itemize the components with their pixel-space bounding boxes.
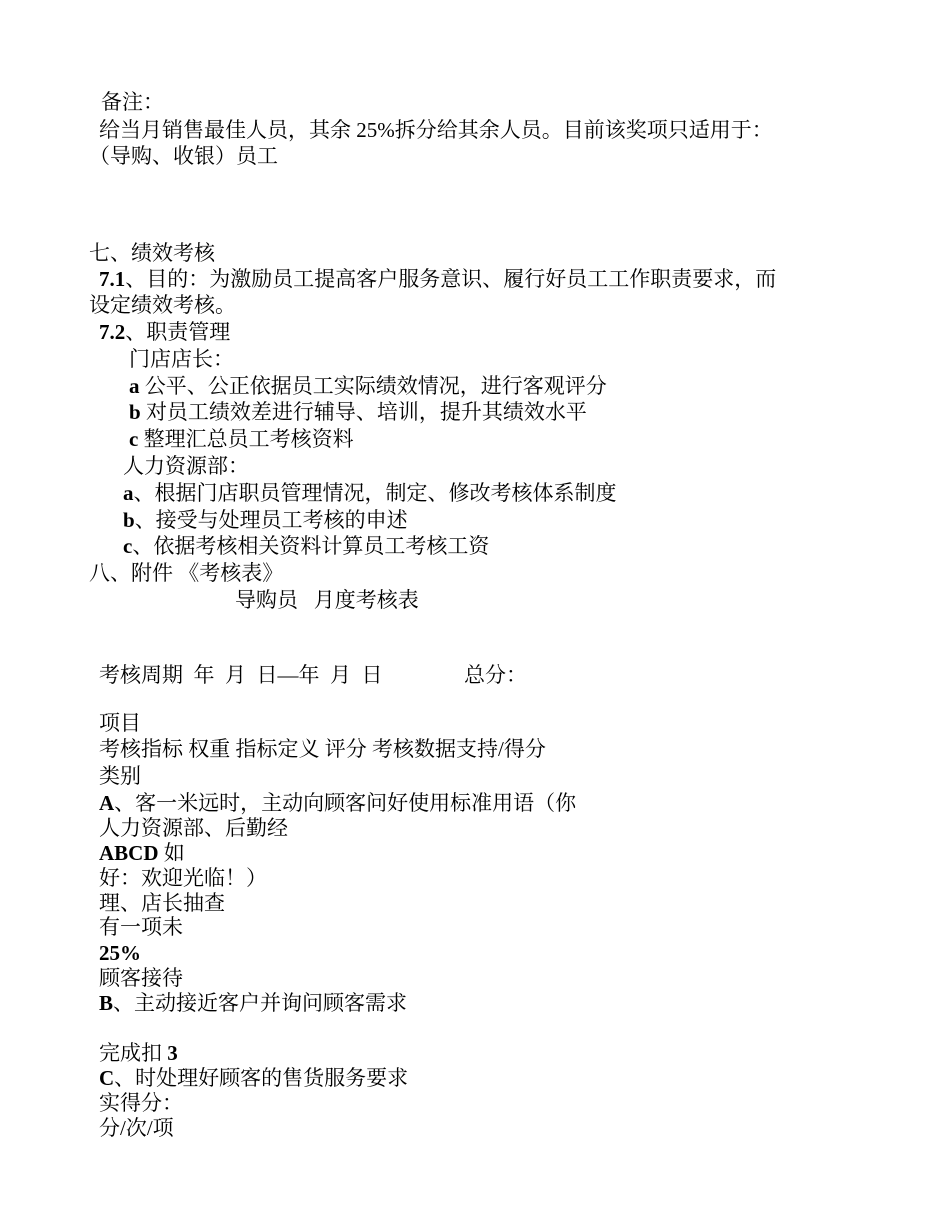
section-7-2-number: 7.2 [99,320,126,344]
form-line [99,736,546,762]
form-line-text: 、时处理好顾客的售货服务要求 [114,1066,409,1090]
manager-item-mark: b [129,400,141,424]
form-line-text: 项目 [99,711,141,735]
form-line-text: 顾客接待 [99,966,183,990]
form-line-text: 有一项未 [99,915,183,939]
form-line-text: 好：欢迎光临！） [99,866,267,890]
form-line [99,1090,183,1116]
form-line [99,710,141,736]
form-line-text: 类别 [99,764,141,788]
form-line [99,1115,174,1141]
hr-item-mark: c [123,534,133,558]
hr-item-text: 、接受与处理员工考核的申述 [134,508,408,532]
form-line-text: 、主动接近客户并询问顾客需求 [113,991,408,1015]
section-7-1-continuation: 设定绩效考核。 [89,293,236,317]
form-line-text: 理、店长抽查 [99,891,225,915]
assessment-period: 考核周期 年 月 日—年 月 日 [99,663,383,687]
form-line [99,763,141,789]
form-line-text: ABCD [99,841,159,865]
form-line [99,965,183,991]
form-line [99,914,183,940]
hr-item-text: 、依据考核相关资料计算员工考核工资 [132,534,490,558]
form-line-text: C [99,1066,115,1090]
form-line-text: 分/次/项 [99,1116,174,1140]
note-label: 备注： [101,90,164,114]
form-line [99,990,407,1016]
note-line-2: （导购、收银）员工 [89,144,278,168]
section-7-heading: 七、绩效考核 [89,241,215,265]
form-line-text: 人力资源部、后勤经 [99,816,288,840]
form-line-text: 完成扣 [99,1041,168,1065]
form-line-text: 考核指标 权重 指标定义 评分 考核数据支持/得分 [99,737,546,761]
form-line [99,815,288,841]
manager-item-mark: a [129,374,140,398]
section-8-heading: 八、附件 《考核表》 [89,561,284,585]
manager-item-c [129,426,354,452]
manager-item-mark: c [129,427,139,451]
hr-label: 人力资源部： [123,454,249,478]
form-line-text: 、客一米远时，主动向顾客问好使用标准用语（你 [114,791,577,815]
manager-item-b [129,399,587,425]
hr-item-b [123,507,408,533]
table-title: 导购员 月度考核表 [235,588,419,612]
form-line [99,940,141,966]
form-line-text: 如 [158,841,185,865]
section-7-1-number: 7.1 [99,267,126,291]
section-7-1-text: 、目的：为激励员工提高客户服务意识、履行好员工工作职责要求，而 [125,267,777,291]
manager-item-text: 对员工绩效差进行辅导、培训，提升其绩效水平 [140,400,587,424]
form-line [99,890,225,916]
section-7-1-line [99,266,776,292]
manager-label: 门店店长： [129,347,234,371]
manager-item-a [129,373,607,399]
form-line-text: 3 [167,1041,178,1065]
hr-item-text: 、根据门店职员管理情况，制定、修改考核体系制度 [133,481,617,505]
total-score-label: 总分： [464,663,527,687]
form-line [99,1040,178,1066]
hr-item-c [123,533,489,559]
section-7-2-line [99,319,230,345]
hr-item-a [123,480,617,506]
section-7-2-text: 、职责管理 [125,320,231,344]
form-line [99,790,576,816]
form-line-text: 25% [99,941,141,965]
form-line-text: B [99,991,114,1015]
note-line-1: 给当月销售最佳人员，其余 25%拆分给其余人员。目前该奖项只适用于： [99,118,773,142]
hr-item-mark: a [123,481,134,505]
form-line [99,1065,408,1091]
hr-item-mark: b [123,508,135,532]
manager-item-text: 公平、公正依据员工实际绩效情况，进行客观评分 [139,374,607,398]
form-line [99,865,267,891]
manager-item-text: 整理汇总员工考核资料 [138,427,354,451]
form-line [99,840,185,866]
form-line-text: A [99,791,115,815]
form-line-text: 实得分： [99,1091,183,1115]
